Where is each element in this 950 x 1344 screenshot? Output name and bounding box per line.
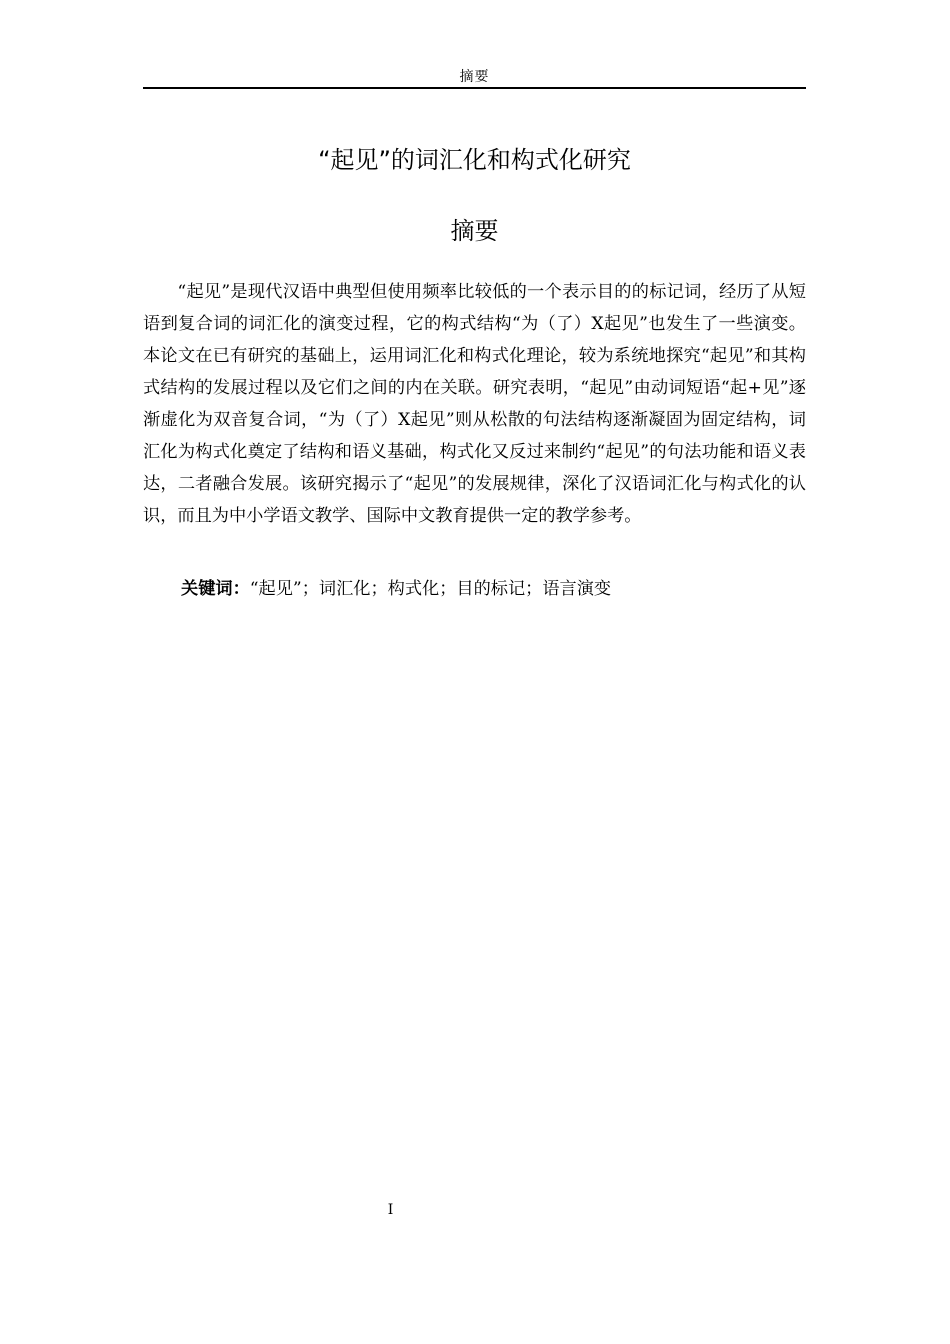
abstract-body: “起见”是现代汉语中典型但使用频率比较低的一个表示目的的标记词，经历了从短语到复合词的词汇化的演变过程，它的构式结构“为（了）X起见”也发生了一些演变。本论文在已有研究的基础上，运用词汇化和构式化理论，较为系统地探究“起见”和其构式结构的发展过程以及它们之间的内在关联。研究表明，“起见”由动词短语“起+见”逐渐虚化为双音复合词，“为（了）X起见”则从松散的句法结构逐渐凝固为固定结构，词汇化为构式化奠定了结构和语义基础，构式化又反过来制约“起见”的句法功能和语义表达，二者融合发展。该研究揭示了“起见”的发展规律，深化了汉语词汇化与构式化的认识，而且为中小学语文教学、国际中文教育提供一定的教学参考。: [143, 282, 806, 526]
thesis-title: “起见”的词汇化和构式化研究: [318, 146, 631, 174]
keywords-line: [181, 573, 806, 605]
running-header: 摘要: [459, 69, 490, 85]
abstract-heading: 摘要: [450, 217, 499, 245]
page-number: I: [387, 1202, 394, 1218]
keywords-label: 关键词：: [181, 579, 250, 599]
keywords-items: “起见”；词汇化；构式化；目的标记；语言演变: [249, 579, 612, 599]
header-rule: [143, 87, 806, 89]
